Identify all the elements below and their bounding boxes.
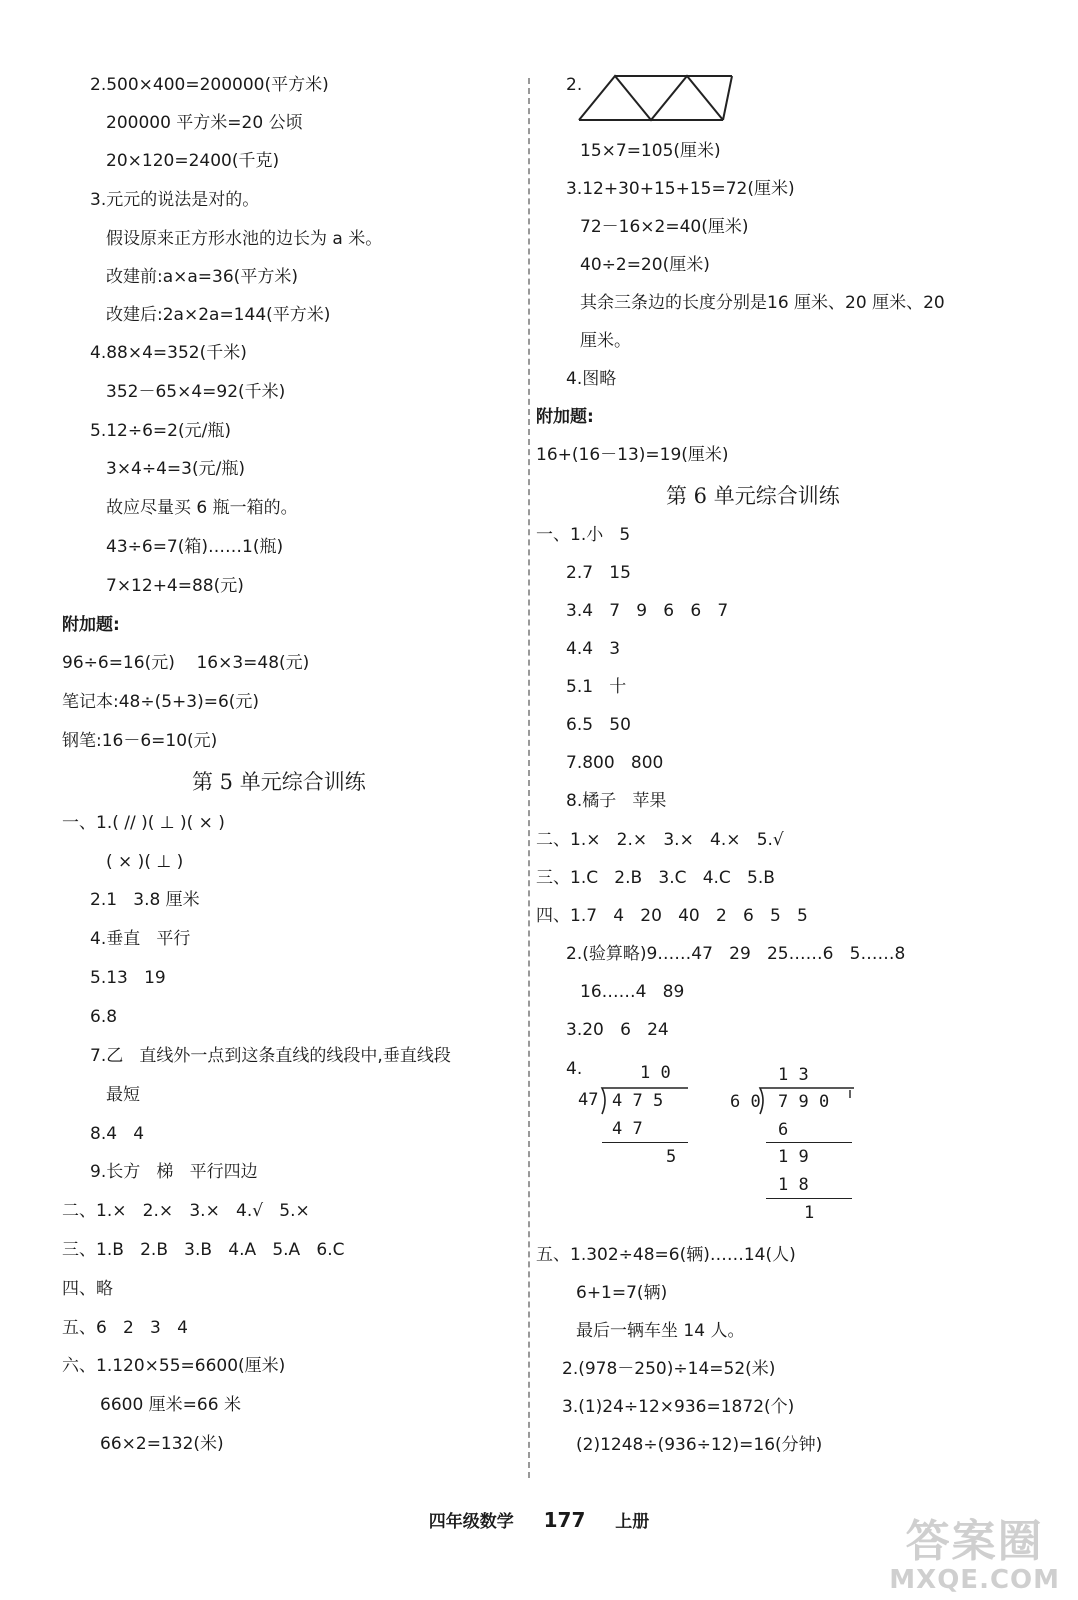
partial-product: 4 7 bbox=[612, 1119, 643, 1139]
answer-line: 3×4÷4=3(元/瓶) bbox=[106, 459, 245, 479]
remainder: 1 bbox=[804, 1203, 815, 1223]
answer-line: 9.长方 梯 平行四边 bbox=[90, 1162, 258, 1182]
quotient: 1 3 bbox=[778, 1065, 809, 1085]
answer-line: 3.20 6 24 bbox=[566, 1020, 669, 1040]
answer-line: 15×7=105(厘米) bbox=[580, 141, 721, 161]
dividend: 4 7 5 bbox=[612, 1091, 664, 1111]
answer-line: 7.800 800 bbox=[566, 753, 664, 773]
answer-line: 3.12+30+15+15=72(厘米) bbox=[566, 179, 795, 199]
subtraction-line bbox=[602, 1142, 688, 1143]
subtraction-line bbox=[766, 1198, 852, 1199]
answer-line: 200000 平方米=20 公顷 bbox=[106, 113, 303, 133]
item-label: 2. bbox=[566, 75, 583, 95]
answer-line: 2.1 3.8 厘米 bbox=[90, 890, 200, 910]
answer-line: 5.1 十 bbox=[566, 677, 627, 697]
answer-line: 五、6 2 3 4 bbox=[62, 1318, 188, 1338]
answer-line: 改建后:2a×2a=144(平方米) bbox=[106, 305, 331, 325]
answer-line: 5.13 19 bbox=[90, 968, 166, 988]
answer-line: 4.垂直 平行 bbox=[90, 929, 191, 949]
answer-line: ( × )( ⊥ ) bbox=[106, 852, 184, 872]
partial-product: 1 8 bbox=[778, 1175, 809, 1195]
grade-label: 四年级数学 bbox=[428, 1512, 514, 1532]
watermark-logo bbox=[889, 1518, 1060, 1594]
answer-line: 二、1.× 2.× 3.× 4.× 5.√ bbox=[536, 830, 784, 850]
answer-line: 三、1.C 2.B 3.C 4.C 5.B bbox=[536, 868, 775, 888]
watermark-url: MXQE.COM bbox=[889, 1565, 1060, 1595]
answer-line: 故应尽量买 6 瓶一箱的。 bbox=[106, 498, 298, 518]
answer-line: 3.(1)24÷12×936=1872(个) bbox=[562, 1397, 795, 1417]
answer-line: 6.8 bbox=[90, 1007, 118, 1027]
answer-line: 笔记本:48÷(5+3)=6(元) bbox=[62, 692, 260, 712]
column-divider bbox=[528, 78, 530, 1478]
page-number: 177 bbox=[543, 1508, 586, 1532]
bonus-heading: 附加题: bbox=[536, 407, 594, 427]
answer-line: 五、1.302÷48=6(辆)……14(人) bbox=[536, 1245, 796, 1265]
remainder: 5 bbox=[666, 1147, 677, 1167]
answer-line: 4.4 3 bbox=[566, 639, 621, 659]
answer-line: 16……4 89 bbox=[580, 982, 685, 1002]
answer-line: 一、1.( // )( ⊥ )( × ) bbox=[62, 813, 225, 833]
section-title: 第 6 单元综合训练 bbox=[666, 484, 840, 508]
answer-line: 四、1.7 4 20 40 2 6 5 5 bbox=[536, 906, 808, 926]
answer-line: 4.图略 bbox=[566, 369, 617, 389]
partial-product: 6 bbox=[778, 1120, 789, 1140]
bonus-heading: 附加题: bbox=[62, 615, 120, 635]
item-label: 4. bbox=[566, 1059, 583, 1079]
answer-line: 72－16×2=40(厘米) bbox=[580, 217, 749, 237]
answer-line: 2.(978－250)÷14=52(米) bbox=[562, 1359, 776, 1379]
section-title: 第 5 单元综合训练 bbox=[192, 770, 366, 794]
answer-line: 6.5 50 bbox=[566, 715, 631, 735]
answer-line: 8.4 4 bbox=[90, 1124, 145, 1144]
answer-line: 6+1=7(辆) bbox=[576, 1283, 668, 1303]
divisor: 6 0 bbox=[730, 1092, 761, 1112]
volume-label: 上册 bbox=[615, 1512, 650, 1532]
answer-line: 二、1.× 2.× 3.× 4.√ 5.× bbox=[62, 1201, 310, 1221]
answer-line: 改建前:a×a=36(平方米) bbox=[106, 267, 298, 287]
answer-line: 40÷2=20(厘米) bbox=[580, 255, 710, 275]
answer-line: 16+(16－13)=19(厘米) bbox=[536, 445, 729, 465]
dividend: 7 9 0 bbox=[778, 1092, 830, 1112]
answer-line: 其余三条边的长度分别是16 厘米、20 厘米、20 bbox=[580, 293, 945, 313]
answer-line: 一、1.小 5 bbox=[536, 525, 631, 545]
answer-line: 钢笔:16－6=10(元) bbox=[62, 731, 218, 751]
answer-line: 3.元元的说法是对的。 bbox=[90, 190, 260, 210]
answer-line: 假设原来正方形水池的边长为 a 米。 bbox=[106, 229, 383, 249]
answer-line: 2.7 15 bbox=[566, 563, 631, 583]
watermark-title: 答案圈 bbox=[905, 1516, 1044, 1567]
answer-line: 7.乙 直线外一点到这条直线的线段中,垂直线段 bbox=[90, 1046, 451, 1066]
answer-line: 20×120=2400(千克) bbox=[106, 151, 280, 171]
answer-line: (2)1248÷(936÷12)=16(分钟) bbox=[576, 1435, 823, 1455]
answer-line: 5.12÷6=2(元/瓶) bbox=[90, 421, 231, 441]
divisor: 47 bbox=[578, 1090, 599, 1110]
answer-line: 2.500×400=200000(平方米) bbox=[90, 75, 329, 95]
answer-line: 三、1.B 2.B 3.B 4.A 5.A 6.C bbox=[62, 1240, 345, 1260]
partial-remainder: 1 9 bbox=[778, 1147, 809, 1167]
answer-line: 8.橘子 苹果 bbox=[566, 791, 667, 811]
answer-line: 最短 bbox=[106, 1085, 140, 1105]
answer-line: 43÷6=7(箱)……1(瓶) bbox=[106, 537, 284, 557]
answer-line: 96÷6=16(元) 16×3=48(元) bbox=[62, 653, 310, 673]
triangle-strip-figure bbox=[577, 72, 737, 122]
subtraction-line bbox=[766, 1142, 852, 1143]
answer-line: 最后一辆车坐 14 人。 bbox=[576, 1321, 745, 1341]
answer-line: 7×12+4=88(元) bbox=[106, 576, 244, 596]
answer-line: 66×2=132(米) bbox=[100, 1434, 224, 1454]
answer-line: 4.88×4=352(千米) bbox=[90, 343, 247, 363]
answer-line: 六、1.120×55=6600(厘米) bbox=[62, 1356, 286, 1376]
answer-line: 厘米。 bbox=[580, 331, 631, 351]
answer-line: 3.4 7 9 6 6 7 bbox=[566, 601, 729, 621]
answer-line: 四、略 bbox=[62, 1279, 113, 1299]
answer-line: 2.(验算略)9……47 29 25……6 5……8 bbox=[566, 944, 906, 964]
answer-line: 352－65×4=92(千米) bbox=[106, 382, 286, 402]
answer-line: 6600 厘米=66 米 bbox=[100, 1395, 241, 1415]
quotient: 1 0 bbox=[640, 1063, 671, 1083]
